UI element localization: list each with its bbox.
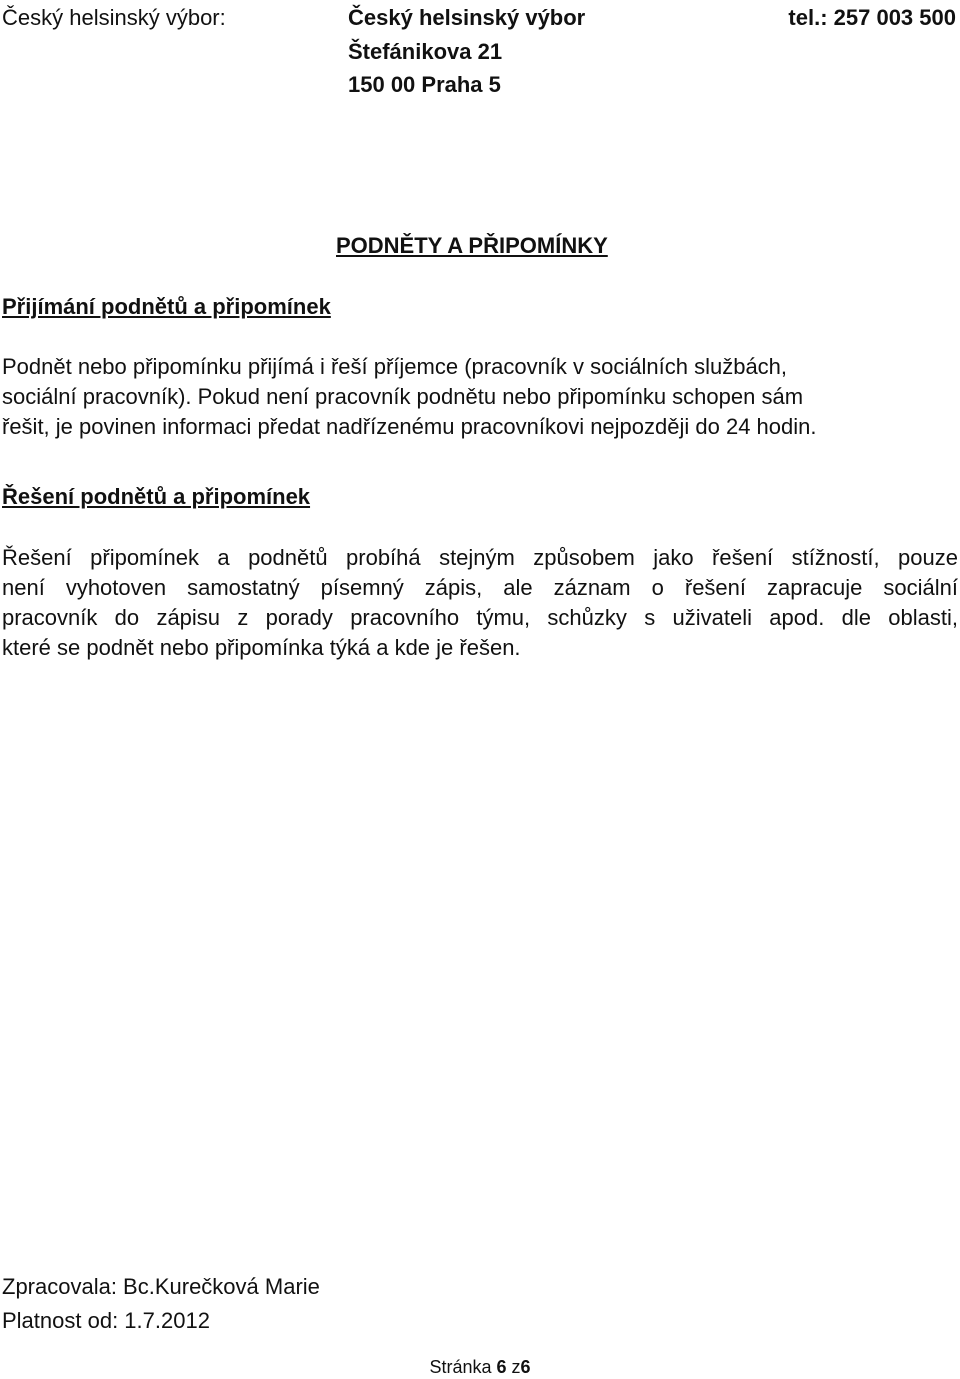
paragraph-line: není vyhotoven samostatný písemný zápis, ale záznam o řešení zapracuje sociální (2, 575, 958, 600)
page-word: Stránka (429, 1357, 492, 1377)
document-title: PODNĚTY A PŘIPOMÍNKY (336, 233, 608, 258)
paragraph-line: sociální pracovník). Pokud není pracovník podnětu nebo připomínku schopen sám (2, 384, 804, 409)
author-line: Zpracovala: Bc.Kurečková Marie (2, 1274, 320, 1299)
organization-phone: tel.: 257 003 500 (788, 5, 956, 30)
section-heading-resolving: Řešení podnětů a připomínek (2, 484, 311, 509)
page-separator: z (511, 1357, 521, 1377)
organization-name: Český helsinský výbor (348, 5, 586, 30)
organization-city: 150 00 Praha 5 (348, 72, 501, 97)
paragraph-resolving (2, 543, 958, 663)
validity-line: Platnost od: 1.7.2012 (2, 1308, 210, 1333)
paragraph-receiving (2, 352, 958, 442)
paragraph-line: Podnět nebo připomínku přijímá i řeší příjemce (pracovník v sociálních službách, (2, 354, 788, 379)
page-current: 6 (496, 1357, 507, 1377)
paragraph-line: pracovník do zápisu z porady pracovního týmu, schůzky s uživateli apod. dle oblasti, (2, 605, 958, 630)
organization-street: Štefánikova 21 (348, 39, 503, 64)
section-heading-receiving: Přijímání podnětů a připomínek (2, 294, 331, 319)
organization-label: Český helsinský výbor: (2, 5, 226, 30)
page-total: 6 (520, 1357, 531, 1377)
paragraph-line: které se podnět nebo připomínka týká a kde je řešen. (2, 635, 521, 660)
paragraph-line: řešit, je povinen informaci předat nadřízenému pracovníkovi nejpozději do 24 hodin. (2, 414, 817, 439)
paragraph-line: Řešení připomínek a podnětů probíhá stejným způsobem jako řešení stížností, pouze (2, 545, 958, 570)
page-footer (0, 1355, 960, 1379)
